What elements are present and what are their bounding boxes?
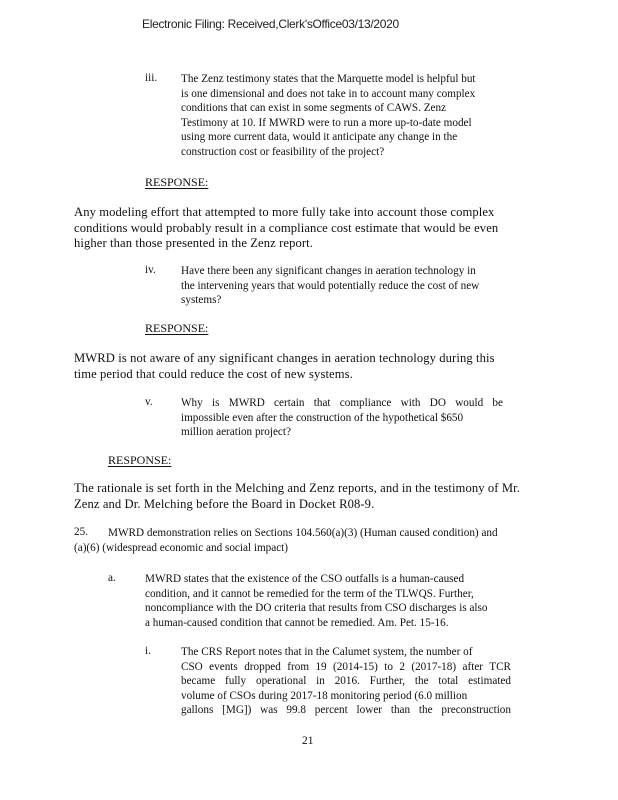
text-line: the intervening years that would potentially reduce the cost of new bbox=[181, 279, 480, 292]
text-line: gallons [MG]) was 99.8 percent lower than the preconstruction bbox=[181, 704, 511, 716]
text-line: higher than those presented in the Zenz report. bbox=[74, 236, 313, 250]
text-line: is one dimensional and does not take in to account many complex bbox=[181, 87, 476, 100]
text-line: Why is MWRD certain that compliance with DO would be bbox=[181, 397, 503, 409]
section-25-line-1: MWRD demonstration relies on Sections 104.560(a)(3) (Human caused condition) and bbox=[108, 527, 498, 539]
item-iii-number: iii. bbox=[145, 72, 158, 84]
text-line: conditions that can exist in some segments of CAWS. Zenz bbox=[181, 102, 447, 114]
text-line: Have there been any significant changes in aeration technology in bbox=[181, 265, 476, 277]
text-line: The rationale is set forth in the Melching and Zenz reports, and in the testimony of Mr. bbox=[74, 481, 520, 495]
item-iv-number: iv. bbox=[145, 264, 156, 276]
text-line: noncompliance with the DO criteria that results from CSO discharges is also bbox=[145, 602, 488, 614]
text-line: The CRS Report notes that in the Calumet system, the number of bbox=[181, 646, 473, 658]
response-3-text bbox=[74, 481, 564, 512]
item-a-text bbox=[145, 572, 525, 630]
section-25-number: 25. bbox=[74, 526, 88, 538]
response-label: RESPONSE: bbox=[145, 321, 209, 335]
text-line: MWRD is not aware of any significant changes in aeration technology during this bbox=[74, 351, 495, 365]
response-1-text bbox=[74, 205, 554, 252]
text-line: systems? bbox=[181, 294, 222, 306]
filing-stamp: Electronic Filing: Received,Clerk'sOffice03/13/2020 bbox=[142, 17, 399, 31]
page-number: 21 bbox=[302, 735, 314, 747]
text-line: impossible even after the construction of the hypothetical $650 bbox=[181, 411, 464, 424]
text-line: conditions would probably result in a compliance cost estimate that would be even bbox=[74, 220, 499, 235]
item-a-i-number: i. bbox=[145, 645, 151, 657]
text-line: Any modeling effort that attempted to more fully take into account those complex bbox=[74, 205, 495, 219]
text-line: CSO events dropped from 19 (2014-15) to 2 (2017-18) after TCR bbox=[181, 660, 511, 673]
text-line: construction cost or feasibility of the project? bbox=[181, 145, 385, 158]
item-iii-text bbox=[181, 72, 504, 159]
text-line: condition, and it cannot be remedied for the term of the TLWQS. Further, bbox=[145, 587, 474, 600]
text-line: time period that could reduce the cost of new systems. bbox=[74, 366, 353, 381]
item-v-text bbox=[181, 396, 503, 440]
response-label: RESPONSE: bbox=[108, 453, 172, 467]
text-line: million aeration project? bbox=[181, 426, 291, 438]
text-line: Zenz and Dr. Melching before the Board in Docket R08-9. bbox=[74, 496, 375, 511]
text-line: volume of CSOs during 2017-18 monitoring period (6.0 million bbox=[181, 689, 468, 702]
item-a-number: a. bbox=[108, 572, 116, 584]
text-line: a human-caused condition that cannot be remedied. Am. Pet. 15-16. bbox=[145, 616, 449, 629]
item-iv-text bbox=[181, 264, 511, 308]
item-a-i-text bbox=[181, 645, 511, 718]
section-25-line-2: (a)(6) (widespread economic and social impact) bbox=[74, 542, 289, 554]
text-line: MWRD states that the existence of the CSO outfalls is a human-caused bbox=[145, 573, 465, 585]
text-line: Testimony at 10. If MWRD were to run a more up-to-date model bbox=[181, 116, 472, 129]
text-line: became fully operational in 2016. Further, the total estimated bbox=[181, 675, 511, 687]
text-line: The Zenz testimony states that the Marquette model is helpful but bbox=[181, 73, 476, 85]
text-line: using more current data, would it anticipate any change in the bbox=[181, 131, 458, 143]
response-label: RESPONSE: bbox=[145, 175, 209, 189]
response-2-text bbox=[74, 351, 554, 382]
item-v-number: v. bbox=[145, 396, 153, 408]
